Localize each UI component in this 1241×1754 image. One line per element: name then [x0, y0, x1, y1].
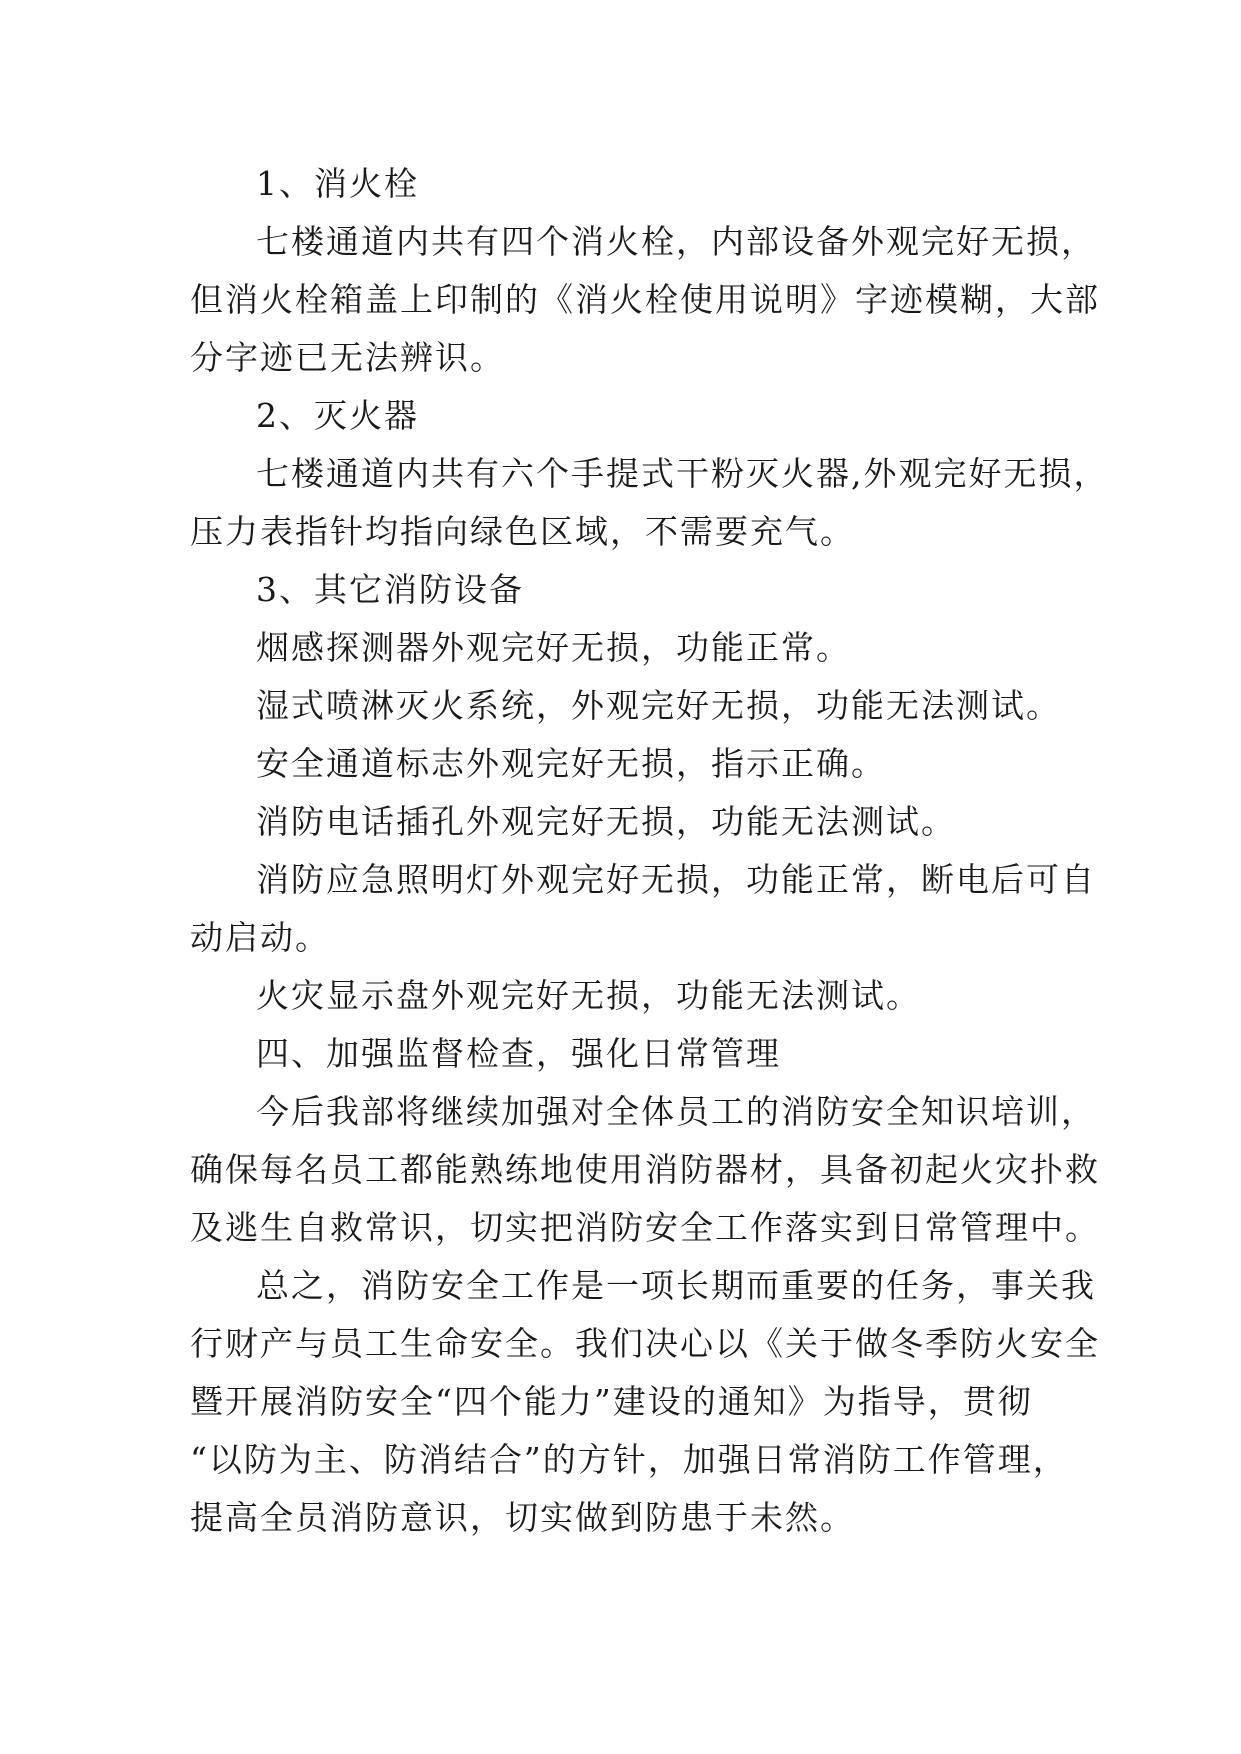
text-line: “以防为主、防消结合”的方针，加强日常消防工作管理， — [190, 1440, 1068, 1479]
text-line: 行财产与员工生命安全。我们决心以《关于做冬季防火安全 — [190, 1324, 1100, 1363]
text-line: 湿式喷淋灭火系统，外观完好无损，功能无法测试。 — [256, 686, 1061, 725]
text-line: 消防应急照明灯外观完好无损，功能正常，断电后可自 — [256, 860, 1096, 899]
text-line: 暨开展消防安全“四个能力”建设的通知》为指导，贯彻 — [190, 1382, 1033, 1421]
text-line: 1、消火栓 — [256, 164, 419, 203]
text-line: 但消火栓箱盖上印制的《消火栓使用说明》字迹模糊，大部 — [190, 280, 1100, 319]
text-line: 分字迹已无法辨识。 — [190, 338, 505, 377]
text-line: 及逃生自救常识，切实把消防安全工作落实到日常管理中。 — [190, 1208, 1100, 1247]
text-line: 3、其它消防设备 — [256, 570, 524, 609]
text-line: 火灾显示盘外观完好无损，功能无法测试。 — [256, 976, 921, 1015]
text-line: 四、加强监督检查，强化日常管理 — [256, 1034, 781, 1073]
document-body — [190, 155, 1109, 1547]
text-line: 提高全员消防意识，切实做到防患于未然。 — [190, 1498, 855, 1537]
text-line: 烟感探测器外观完好无损，功能正常。 — [256, 628, 851, 667]
text-line: 动启动。 — [190, 918, 330, 957]
text-line: 七楼通道内共有六个手提式干粉灭火器,外观完好无损， — [256, 454, 1109, 493]
text-line: 安全通道标志外观完好无损，指示正确。 — [256, 744, 886, 783]
text-line: 今后我部将继续加强对全体员工的消防安全知识培训， — [256, 1092, 1096, 1131]
text-line: 压力表指针均指向绿色区域，不需要充气。 — [190, 512, 855, 551]
text-line: 总之，消防安全工作是一项长期而重要的任务，事关我 — [256, 1266, 1096, 1305]
text-line: 确保每名员工都能熟练地使用消防器材，具备初起火灾扑救 — [190, 1150, 1100, 1189]
text-line: 消防电话插孔外观完好无损，功能无法测试。 — [256, 802, 956, 841]
text-line: 2、灭火器 — [256, 396, 419, 435]
text-line: 七楼通道内共有四个消火栓，内部设备外观完好无损， — [256, 222, 1096, 261]
